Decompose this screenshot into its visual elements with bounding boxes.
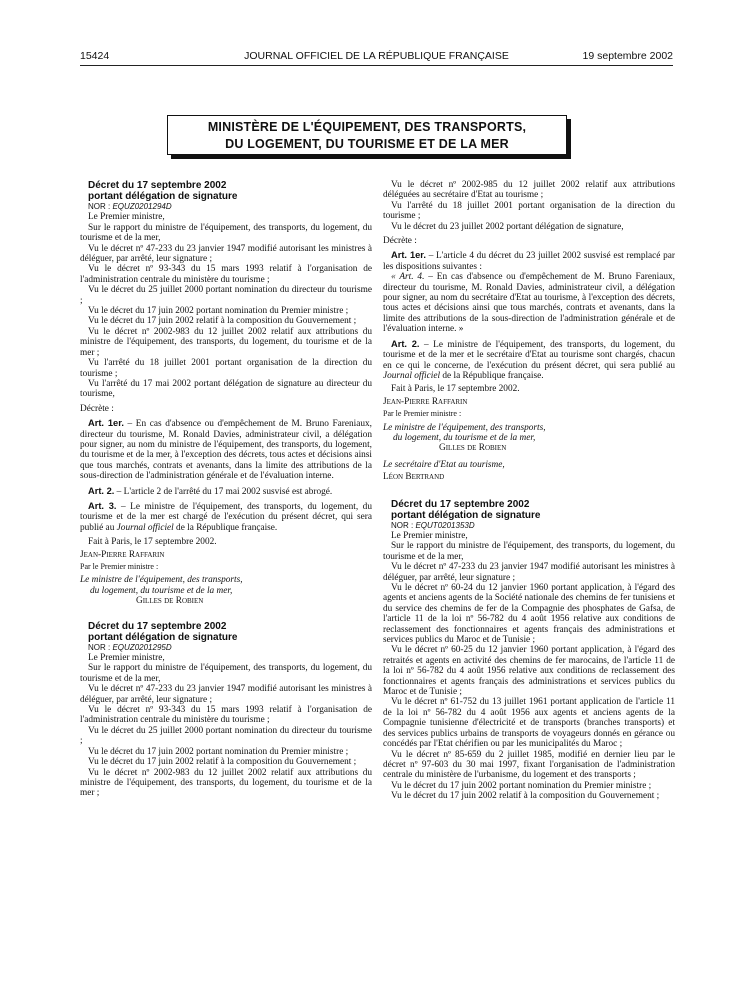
page-header [80, 50, 673, 64]
article-4-quote: « Art. 4. – En cas d'absence ou d'empêchement de M. Bruno Fareniaux, directeur du tourisme, M. Ronald Davies, administrateur civil, a délégation pour signer, au nom du secrétaire d'Etat au tourisme, à l'exception des décrets, tous actes et décisions ainsi que tous marchés, contrats et avenants, dans la limite des attributions de la sous-direction de l'administration générale et de l'évaluation interne. » [383, 272, 675, 335]
paragraph: Vu le décret nº 2002-985 du 12 juillet 2002 relatif aux attributions déléguées au secrétaire d'Etat au tourisme ; [383, 180, 675, 201]
minister-line-2: du logement, du tourisme et de la mer, [90, 585, 233, 596]
paragraph: Vu le décret nº 2002-983 du 12 juillet 2002 relatif aux attributions du ministre de l'équipement, des transports, du logement, du tourisme et de la mer ; [80, 767, 372, 799]
minister-line-1: Le ministre de l'équipement, des transports, [383, 422, 546, 433]
paragraph: Sur le rapport du ministre de l'équipement, des transports, du logement, du tourisme et de la mer, [383, 541, 675, 562]
paragraph: Vu le décret du 17 juin 2002 portant nomination du Premier ministre ; [391, 780, 652, 791]
paragraph: Vu le décret du 25 juillet 2000 portant nomination du directeur du tourisme ; [80, 725, 372, 747]
paragraph: Le Premier ministre, [88, 212, 165, 223]
paragraph: Vu le décret du 25 juillet 2000 portant nomination du directeur du tourisme ; [80, 285, 372, 306]
right-column [383, 180, 675, 802]
paragraph: Vu l'arrêté du 17 mai 2002 portant délégation de signature au directeur du tourisme, [80, 378, 372, 400]
page-number: 15424 [80, 50, 110, 62]
signatory-minister: Gilles de Robien [136, 596, 204, 607]
decree-title: Décret du 17 septembre 2002 [391, 498, 530, 510]
paragraph: Vu l'arrêté du 18 juillet 2001 portant organisation de la direction du tourisme ; [383, 200, 675, 222]
decree-title: Décret du 17 septembre 2002 [88, 620, 227, 632]
ministry-line-1: MINISTÈRE DE L'ÉQUIPEMENT, DES TRANSPORTS, [207, 120, 527, 134]
fait-a-paris: Fait à Paris, le 17 septembre 2002. [391, 384, 520, 395]
paragraph: Vu le décret du 23 juillet 2002 portant délégation de signature, [391, 221, 624, 232]
decrete-label: Décrète : [80, 403, 114, 414]
nor-reference: NOR : EQUZ0201294D [88, 202, 172, 211]
decree-3 [383, 499, 675, 802]
paragraph: Vu le décret nº 61-752 du 13 juillet 1961 portant application de l'article 11 de la loi nº 56-782 du 4 août 1956 aux agents et anciens agents de la Compagnie tunisienne d'électricité et de transports (branches transports) et des services publics urbains de transports de voyageurs donnés en gérance ou concédés par l'Etat chérifien ou par les municipalités du Maroc ; [383, 697, 675, 750]
nor-reference: NOR : EQUT0201353D [391, 520, 475, 530]
decree-subtitle: portant délégation de signature [391, 509, 541, 521]
paragraph: Vu le décret nº 93-343 du 15 mars 1993 relatif à l'organisation de l'administration centrale du ministère du tourisme ; [80, 264, 372, 285]
article-2: Art. 2. – Le ministre de l'équipement, des transports, du logement, du tourisme et de la mer et le secrétaire d'Etat au tourisme sont chargés, chacun en ce qui le concerne, de l'exécution du présent décret, qui sera publié au Journal officiel de la République française. [383, 338, 675, 381]
par-le-premier-ministre: Par le Premier ministre : [383, 409, 462, 419]
decrete-label: Décrète : [383, 236, 417, 247]
decree-2-part-2 [383, 180, 675, 483]
nor-reference: NOR : EQUZ0201295D [88, 642, 172, 652]
paragraph: Vu le décret nº 2002-983 du 12 juillet 2002 relatif aux attributions du ministre de l'équipement, des transports, du logement, du tourisme et de la mer ; [80, 326, 372, 358]
journal-title: JOURNAL OFFICIEL DE LA RÉPUBLIQUE FRANÇAISE [244, 50, 509, 62]
article-1: Art. 1er. – En cas d'absence ou d'empêchement de M. Bruno Fareniaux, directeur du tourisme, M. Ronald Davies, administrateur civil, a délégation pour signer, au nom du ministre de l'équipement, des transports, du logement, du tourisme et de la mer, à l'exception des décrets, tous actes et décisions ainsi que tous marchés, contrats et avenants, dans la limite des attributions de la sous-direction de l'administration générale et de l'évaluation interne. [80, 418, 373, 482]
paragraph: Vu le décret nº 60-24 du 12 janvier 1960 portant application, à l'égard des agents et anciens agents de la Société nationale des chemins de fer tunisiens et du service des chemins de fer de la Compagnie des phosphates de Gafsa, de l'article 11 de la loi nº 56-782 du 4 août 1956 relative aux conditions de reclassement des fonctionnaires et agents français des administrations et services publics du Maroc et de Tunisie ; [383, 583, 675, 646]
decree-1 [80, 180, 372, 607]
ministry-heading [167, 115, 567, 155]
paragraph: Vu le décret du 17 juin 2002 portant nomination du Premier ministre ; [88, 746, 349, 757]
paragraph: Sur le rapport du ministre de l'équipement, des transports, du logement, du tourisme et de la mer, [80, 663, 372, 684]
decree-title: Décret du 17 septembre 2002 [88, 180, 227, 191]
ministry-line-2: DU LOGEMENT, DU TOURISME ET DE LA MER [225, 137, 509, 151]
signatory-secretary: Léon Bertrand [383, 472, 445, 483]
paragraph: Vu le décret nº 47-233 du 23 janvier 1947 modifié autorisant les ministres à déléguer, par arrêté, leur signature ; [383, 562, 675, 583]
paragraph: Vu l'arrêté du 18 juillet 2001 portant organisation de la direction du tourisme ; [80, 358, 372, 379]
article-3: Art. 3. – Le ministre de l'équipement, des transports, du logement, du tourisme et de la mer est chargé de l'exécution du présent décret, qui sera publié au Journal officiel de la République française. [80, 500, 372, 533]
paragraph: Vu le décret nº 47-233 du 23 janvier 1947 modifié autorisant les ministres à déléguer, par arrêté, leur signature ; [80, 684, 372, 705]
paragraph: Vu le décret nº 85-659 du 2 juillet 1985, modifié en dernier lieu par le décret nº 97-603 du 30 mai 1997, fixant l'organisation de l'administration centrale du ministère de l'urbanisme, du logement et des transports ; [383, 749, 675, 781]
signatory-minister: Gilles de Robien [439, 443, 507, 454]
signatory-prime-minister: Jean-Pierre Raffarin [383, 396, 468, 407]
issue-date: 19 septembre 2002 [582, 50, 673, 62]
paragraph: Vu le décret du 17 juin 2002 relatif à la composition du Gouvernement ; [88, 757, 357, 768]
paragraph: Sur le rapport du ministre de l'équipement, des transports, du logement, du tourisme et de la mer, [80, 222, 372, 244]
signatory-prime-minister: Jean-Pierre Raffarin [80, 549, 165, 560]
paragraph: Vu le décret nº 93-343 du 15 mars 1993 relatif à l'organisation de l'administration centrale du ministère du tourisme ; [80, 705, 372, 726]
paragraph: Vu le décret nº 47-233 du 23 janvier 1947 modifié autorisant les ministres à déléguer, par arrêté, leur signature ; [80, 243, 372, 265]
paragraph: Le Premier ministre, [88, 653, 165, 664]
article-1: Art. 1er. – L'article 4 du décret du 23 juillet 2002 susvisé est remplacé par les dispositions suivantes : [383, 250, 675, 272]
paragraph: Vu le décret du 17 juin 2002 portant nomination du Premier ministre ; [88, 306, 349, 317]
left-column [80, 180, 372, 799]
paragraph: Vu le décret du 17 juin 2002 relatif à la composition du Gouvernement ; [88, 316, 357, 327]
secretary-line: Le secrétaire d'Etat au tourisme, [383, 459, 505, 470]
decree-subtitle: portant délégation de signature [88, 191, 238, 202]
header-rule [80, 65, 673, 66]
fait-a-paris: Fait à Paris, le 17 septembre 2002. [88, 537, 217, 548]
article-2: Art. 2. – L'article 2 de l'arrêté du 17 mai 2002 susvisé est abrogé. [88, 485, 333, 497]
minister-line-2: du logement, du tourisme et de la mer, [393, 432, 536, 443]
minister-line-1: Le ministre de l'équipement, des transports, [80, 575, 243, 586]
paragraph: Le Premier ministre, [391, 530, 468, 541]
par-le-premier-ministre: Par le Premier ministre : [80, 562, 159, 571]
decree-subtitle: portant délégation de signature [88, 631, 238, 643]
decree-2-part-1 [80, 621, 372, 799]
paragraph: Vu le décret du 17 juin 2002 relatif à la composition du Gouvernement ; [391, 791, 660, 802]
paragraph: Vu le décret nº 60-25 du 12 janvier 1960 portant application, à l'égard des retraités et agents en activité des chemins de fer marocains, de l'article 11 de la loi nº 56-782 du 4 août 1956 relative aux conditions de reclassement des fonctionnaires et agents français des administrations et services publics du Maroc et de Tunisie ; [383, 645, 675, 698]
